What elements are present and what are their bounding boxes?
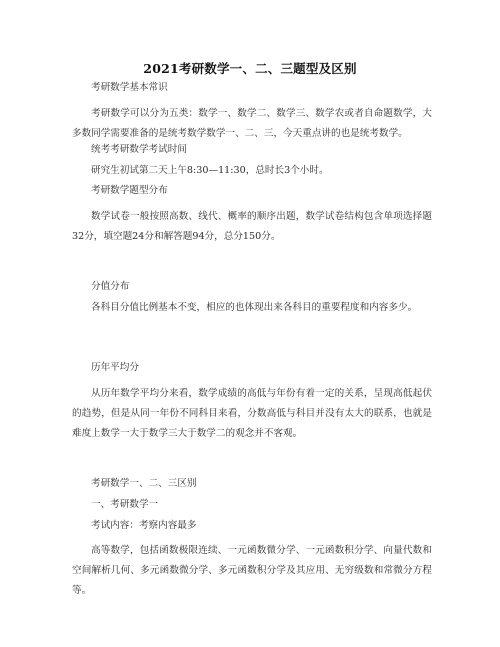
document-title: 2021考研数学一、二、三题型及区别 <box>143 61 357 76</box>
section-heading-difference: 考研数学一、二、三区别 <box>91 478 197 489</box>
section-heading-question-types: 考研数学题型分布 <box>91 185 168 196</box>
paragraph-history: 从历年数学平均分来看，数学成绩的高低与年份有着一定的关系，呈现高低起伏的趋势，但是从同一年份不同科目来看，分数高低与科目并没有太大的联系，也就是难度上数学一大于数学三大于数学二的观念并不客观。 <box>72 388 432 439</box>
section-heading-score-distribution: 分值分布 <box>91 281 130 292</box>
section-heading-exam-content: 考试内容：考察内容最多 <box>91 520 197 531</box>
section-heading-math-one: 一、考研数学一 <box>91 499 159 510</box>
paragraph-exam-content: 高等数学，包括函数极限连续、一元函数微分学、一元函数积分学、向量代数和空间解析几何、多元函数微分学、多元函数积分学及其应用、无穷级数和常微分方程等。 <box>72 545 432 596</box>
section-heading-basic: 考研数学基本常识 <box>91 82 168 93</box>
paragraph-score-distribution: 各科目分值比例基本不变，相应的也体现出来各科目的重要程度和内容多少。 <box>91 302 418 313</box>
section-heading-history: 历年平均分 <box>91 362 139 373</box>
section-heading-exam-time: 统考考研数学考试时间 <box>91 144 187 155</box>
exam-time-text: 研究生初试第二天上午8:30—11:30，总时长3个小时。 <box>91 165 329 176</box>
paragraph-question-types: 数学试卷一般按照高数、线代、概率的顺序出题，数学试卷结构包含单项选择题32分，填空题24分和解答题94分，总分150分。 <box>72 211 432 242</box>
paragraph-basic: 考研数学可以分为五类：数学一、数学二、数学三、数学农或者自命题数学，大多数同学需要准备的是统考数学数学一、二、三，今天重点讲的也是统考数学。 <box>72 108 432 139</box>
